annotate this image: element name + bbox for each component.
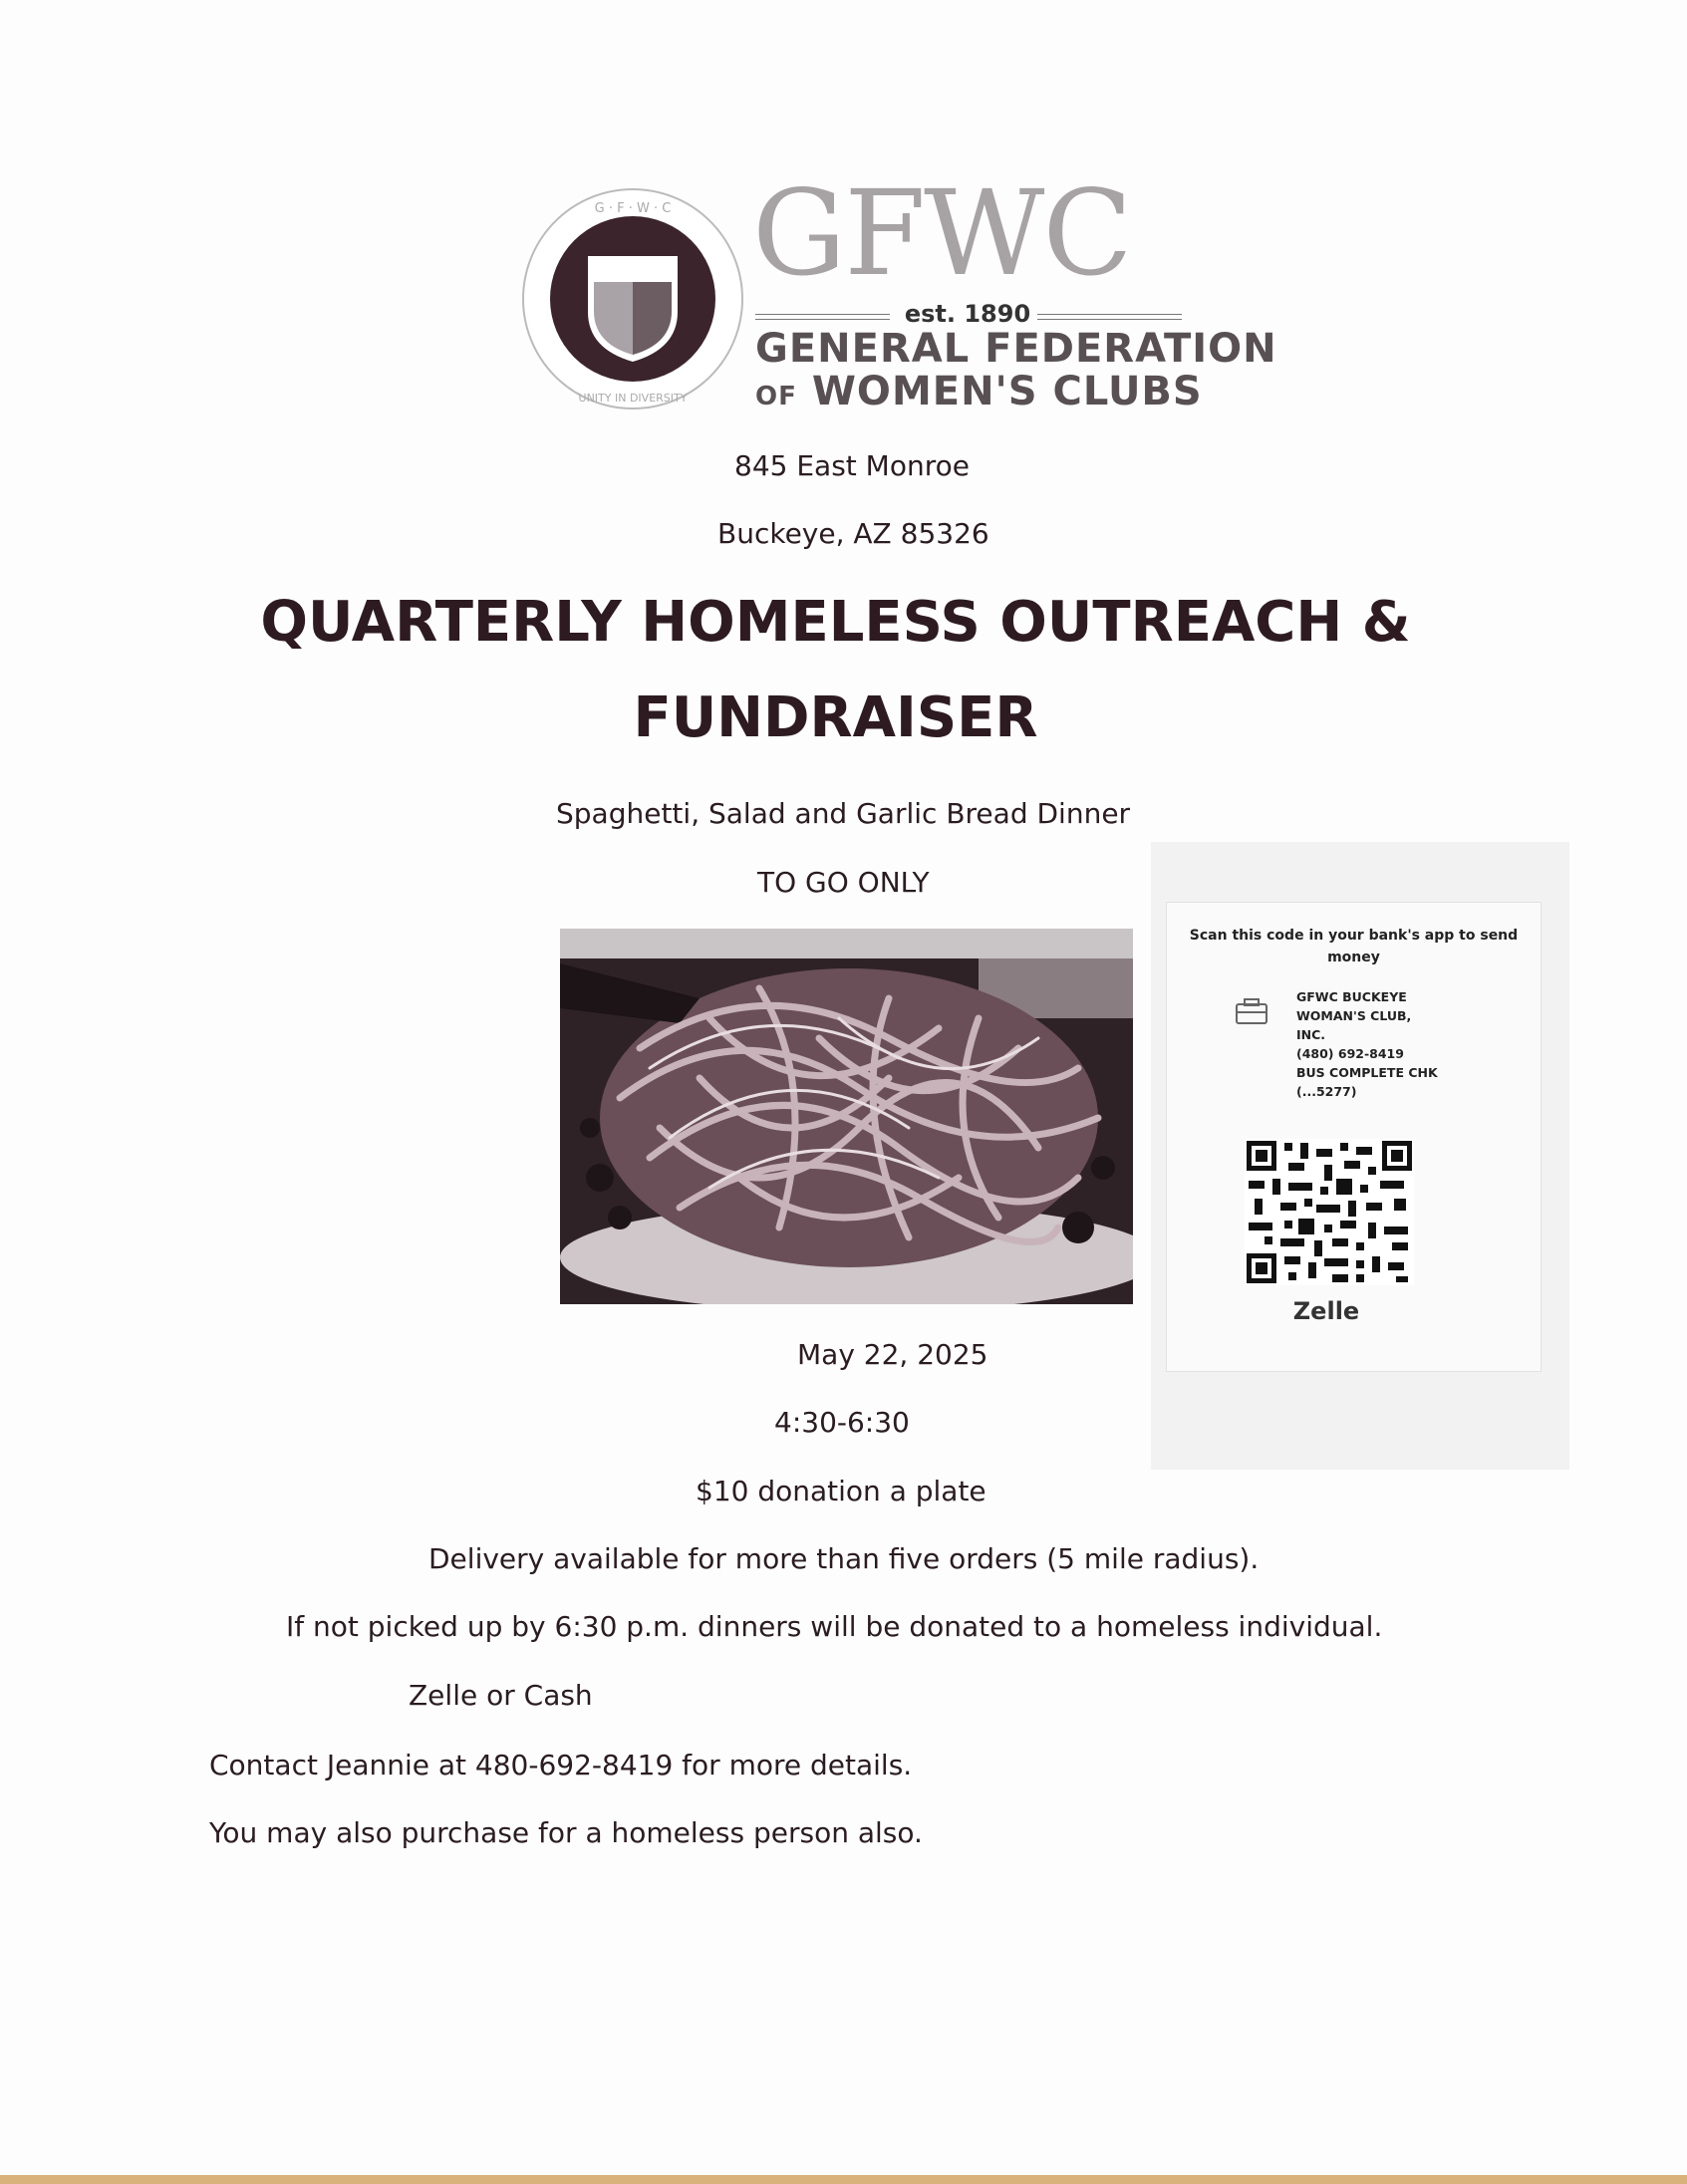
gfwc-seal-logo bbox=[518, 184, 747, 413]
event-time: 4:30-6:30 bbox=[774, 1406, 910, 1439]
event-title-line1: QUARTERLY HOMELESS OUTREACH & bbox=[260, 590, 1411, 655]
recipient-phone: (480) 692-8419 bbox=[1296, 1046, 1404, 1061]
event-title-line2: FUNDRAISER bbox=[633, 685, 1038, 750]
service-type: TO GO ONLY bbox=[757, 866, 930, 899]
address-street: 845 East Monroe bbox=[734, 449, 970, 482]
purchase-for-homeless-note: You may also purchase for a homeless person also. bbox=[209, 1816, 923, 1849]
spaghetti-photo bbox=[560, 929, 1133, 1304]
recipient-name-line1: GFWC BUCKEYE bbox=[1296, 989, 1407, 1004]
address-city: Buckeye, AZ 85326 bbox=[717, 517, 989, 550]
recipient-name-line2: WOMAN'S CLUB, bbox=[1296, 1008, 1412, 1023]
zelle-qr-code[interactable] bbox=[1245, 1139, 1414, 1285]
price-per-plate: $10 donation a plate bbox=[696, 1475, 986, 1507]
svg-text:G · F · W · C: G · F · W · C bbox=[594, 201, 672, 216]
payment-methods: Zelle or Cash bbox=[409, 1679, 593, 1712]
federation-name-of: OF bbox=[755, 382, 797, 411]
scan-edge-strip bbox=[0, 2175, 1687, 2184]
federation-name-line1: GENERAL FEDERATION bbox=[755, 326, 1277, 372]
federation-name-clubs: WOMEN'S CLUBS bbox=[811, 369, 1203, 414]
pickup-note: If not picked up by 6:30 p.m. dinners will be donated to a homeless individual. bbox=[286, 1610, 1383, 1643]
federation-name-line2 bbox=[755, 367, 1203, 421]
divider bbox=[1037, 314, 1182, 320]
wallet-icon bbox=[1235, 997, 1268, 1025]
menu-description: Spaghetti, Salad and Garlic Bread Dinner bbox=[556, 797, 1131, 830]
recipient-account: BUS COMPLETE CHK bbox=[1296, 1065, 1438, 1080]
svg-text:UNITY IN DIVERSITY: UNITY IN DIVERSITY bbox=[578, 392, 688, 405]
zelle-recipient-details bbox=[1296, 987, 1526, 1101]
zelle-instruction: Scan this code in your bank's app to send money bbox=[1189, 928, 1519, 965]
zelle-brand-logo: Zelle bbox=[1292, 1297, 1360, 1325]
zelle-payment-card bbox=[1166, 902, 1542, 1372]
recipient-account-suffix: (...5277) bbox=[1296, 1084, 1357, 1099]
established-year: est. 1890 bbox=[904, 300, 1031, 328]
delivery-info: Delivery available for more than five orders (5 mile radius). bbox=[428, 1542, 1260, 1575]
recipient-name-line3: INC. bbox=[1296, 1027, 1326, 1042]
gfwc-wordmark: GFWC bbox=[752, 164, 1131, 302]
divider bbox=[755, 314, 890, 320]
event-date: May 22, 2025 bbox=[797, 1338, 988, 1371]
contact-info: Contact Jeannie at 480-692-8419 for more details. bbox=[209, 1749, 913, 1781]
